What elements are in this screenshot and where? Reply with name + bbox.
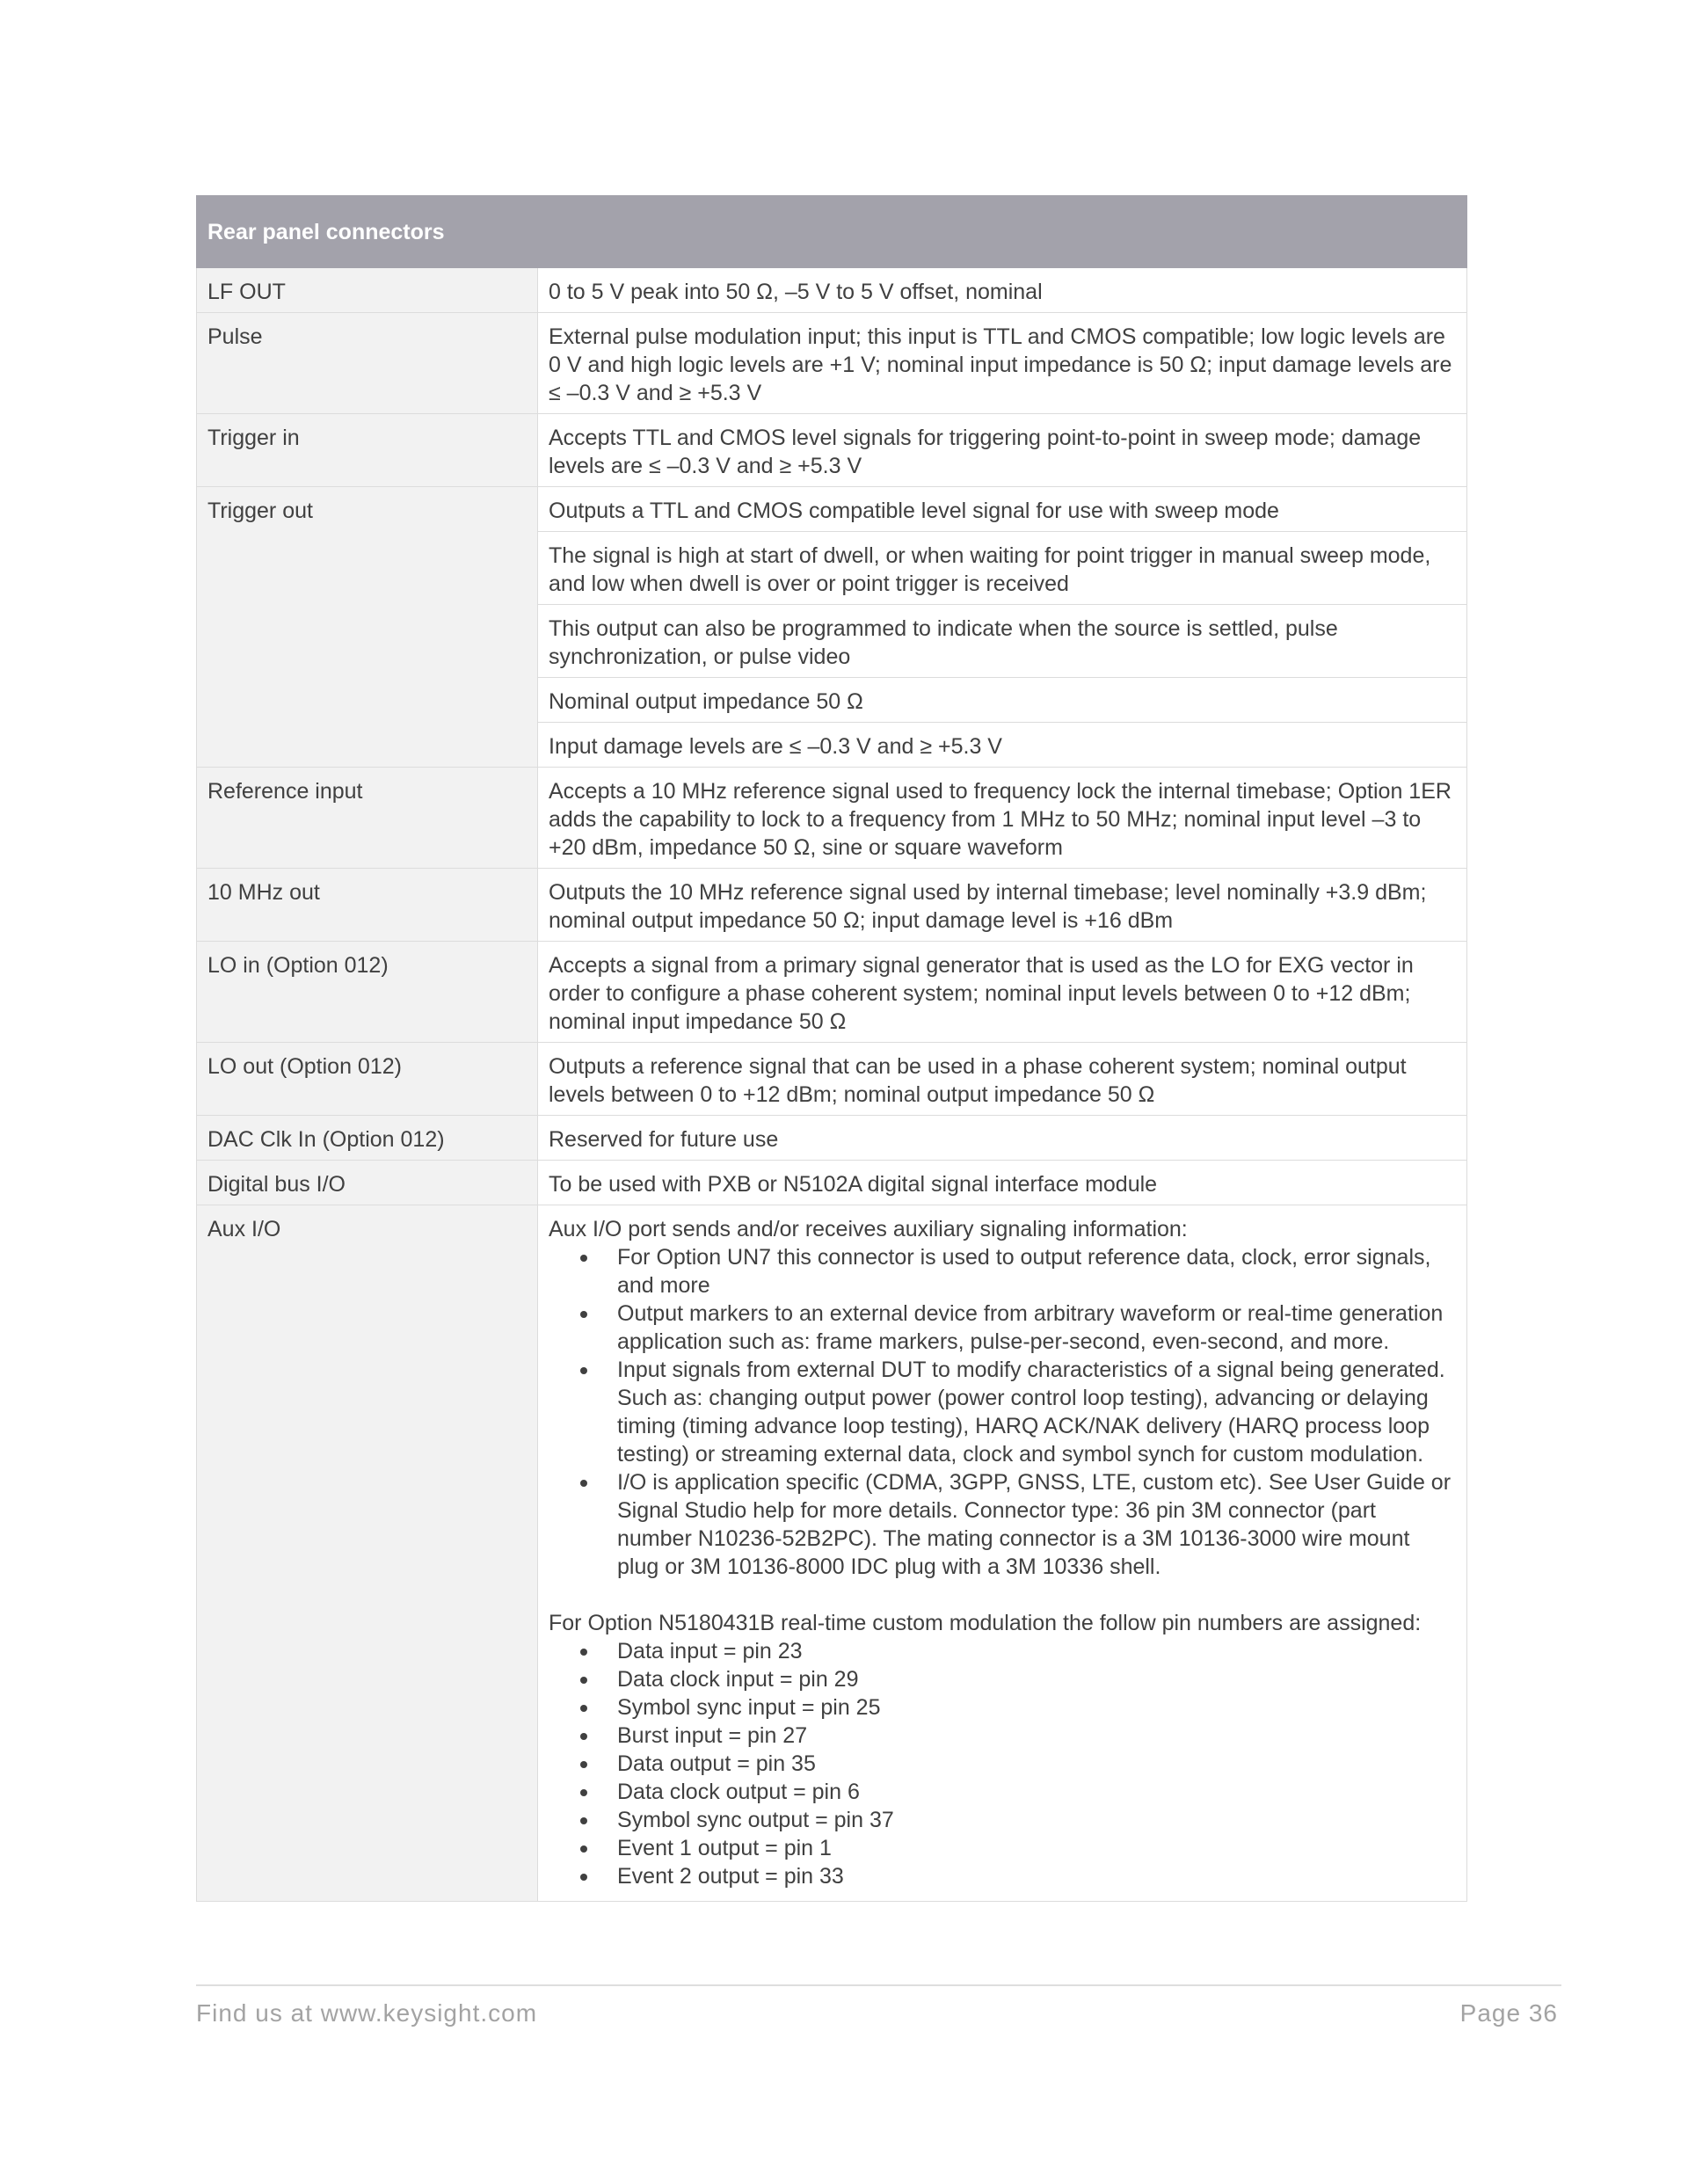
table-row xyxy=(197,313,1467,414)
row-label: LF OUT xyxy=(197,268,538,313)
table-row xyxy=(197,1043,1467,1116)
table-row xyxy=(197,942,1467,1043)
row-value: Outputs a TTL and CMOS compatible level signal for use with sweep mode xyxy=(538,487,1467,532)
table-row xyxy=(197,487,1467,532)
row-value: Accepts a 10 MHz reference signal used to frequency lock the internal timebase; Option 1ER adds the capability to lock to a frequency from 1 MHz to 50 MHz; nominal input level –3 to +20 dBm, impedance 50 Ω, sine or square waveform xyxy=(538,768,1467,869)
list-item: Data output = pin 35 xyxy=(617,1750,1456,1778)
table-row xyxy=(197,1205,1467,1902)
list-item: Data clock output = pin 6 xyxy=(617,1778,1456,1806)
pin-assignment-list xyxy=(549,1637,1456,1890)
row-label: Digital bus I/O xyxy=(197,1161,538,1205)
table-row xyxy=(197,268,1467,313)
row-label: DAC Clk In (Option 012) xyxy=(197,1116,538,1161)
row-label: Aux I/O xyxy=(197,1205,538,1902)
list-item: I/O is application specific (CDMA, 3GPP, GNSS, LTE, custom etc). See User Guide or Signal Studio help for more details. Connector type: 36 pin 3M connector (part number N10236-52B2PC). The mating connector is a 3M 10136-3000 wire mount plug or 3M 10136-8000 IDC plug with a 3M 10336 shell. xyxy=(617,1468,1456,1581)
row-value: Reserved for future use xyxy=(538,1116,1467,1161)
pin-assignment-intro: For Option N5180431B real-time custom modulation the follow pin numbers are assigned: xyxy=(549,1611,1422,1635)
row-value: Outputs the 10 MHz reference signal used by internal timebase; level nominally +3.9 dBm; nominal output impedance 50 Ω; input damage level is +16 dBm xyxy=(538,869,1467,942)
list-item: Data input = pin 23 xyxy=(617,1637,1456,1665)
table-row xyxy=(197,768,1467,869)
aux-io-intro: Aux I/O port sends and/or receives auxiliary signaling information: xyxy=(549,1217,1188,1241)
row-label: LO in (Option 012) xyxy=(197,942,538,1043)
row-value: Accepts TTL and CMOS level signals for triggering point-to-point in sweep mode; damage levels are ≤ –0.3 V and ≥ +5.3 V xyxy=(538,414,1467,487)
row-value: Nominal output impedance 50 Ω xyxy=(538,678,1467,723)
row-label: Trigger out xyxy=(197,487,538,768)
list-item: Input signals from external DUT to modify characteristics of a signal being generated. Such as: changing output power (power control loop testing), advancing or delaying timing (timing advance loop testing), HARQ ACK/NAK delivery (HARQ process loop testing) or streaming external data, clock and symbol synch for custom modulation. xyxy=(617,1356,1456,1468)
row-value: Accepts a signal from a primary signal generator that is used as the LO for EXG vector in order to configure a phase coherent system; nominal input levels between 0 to +12 dBm; nominal input impedance 50 Ω xyxy=(538,942,1467,1043)
aux-io-bullet-list xyxy=(549,1243,1456,1581)
table-row xyxy=(197,1161,1467,1205)
rear-panel-connectors-table xyxy=(196,195,1467,1902)
row-value: External pulse modulation input; this input is TTL and CMOS compatible; low logic levels are 0 V and high logic levels are +1 V; nominal input impedance is 50 Ω; input damage levels are ≤ –0.3 V and ≥ +5.3 V xyxy=(538,313,1467,414)
row-value: Outputs a reference signal that can be used in a phase coherent system; nominal output levels between 0 to +12 dBm; nominal output impedance 50 Ω xyxy=(538,1043,1467,1116)
list-item: Symbol sync input = pin 25 xyxy=(617,1693,1456,1722)
list-item: For Option UN7 this connector is used to output reference data, clock, error signals, and more xyxy=(617,1243,1456,1299)
list-item: Symbol sync output = pin 37 xyxy=(617,1806,1456,1834)
row-label: Trigger in xyxy=(197,414,538,487)
row-label: Reference input xyxy=(197,768,538,869)
list-item: Event 1 output = pin 1 xyxy=(617,1834,1456,1862)
footer-website: Find us at www.keysight.com xyxy=(196,1999,538,2027)
list-item: Burst input = pin 27 xyxy=(617,1722,1456,1750)
list-item: Output markers to an external device from arbitrary waveform or real-time generation application such as: frame markers, pulse-per-second, even-second, and more. xyxy=(617,1299,1456,1356)
row-value: The signal is high at start of dwell, or when waiting for point trigger in manual sweep mode, and low when dwell is over or point trigger is received xyxy=(538,532,1467,605)
table-row xyxy=(197,1116,1467,1161)
table-header-row xyxy=(197,196,1467,268)
row-value: 0 to 5 V peak into 50 Ω, –5 V to 5 V offset, nominal xyxy=(538,268,1467,313)
table-row xyxy=(197,869,1467,942)
row-label: LO out (Option 012) xyxy=(197,1043,538,1116)
row-label: 10 MHz out xyxy=(197,869,538,942)
list-item: Event 2 output = pin 33 xyxy=(617,1862,1456,1890)
row-label: Pulse xyxy=(197,313,538,414)
row-value: Input damage levels are ≤ –0.3 V and ≥ +5.3 V xyxy=(538,723,1467,768)
row-value: This output can also be programmed to indicate when the source is settled, pulse synchronization, or pulse video xyxy=(538,605,1467,678)
row-value: To be used with PXB or N5102A digital signal interface module xyxy=(538,1161,1467,1205)
page-number: Page 36 xyxy=(1459,1999,1558,2027)
table-header: Rear panel connectors xyxy=(197,196,1467,268)
list-item: Data clock input = pin 29 xyxy=(617,1665,1456,1693)
table-row xyxy=(197,414,1467,487)
footer-divider xyxy=(196,1984,1561,1986)
aux-io-description xyxy=(538,1205,1467,1902)
